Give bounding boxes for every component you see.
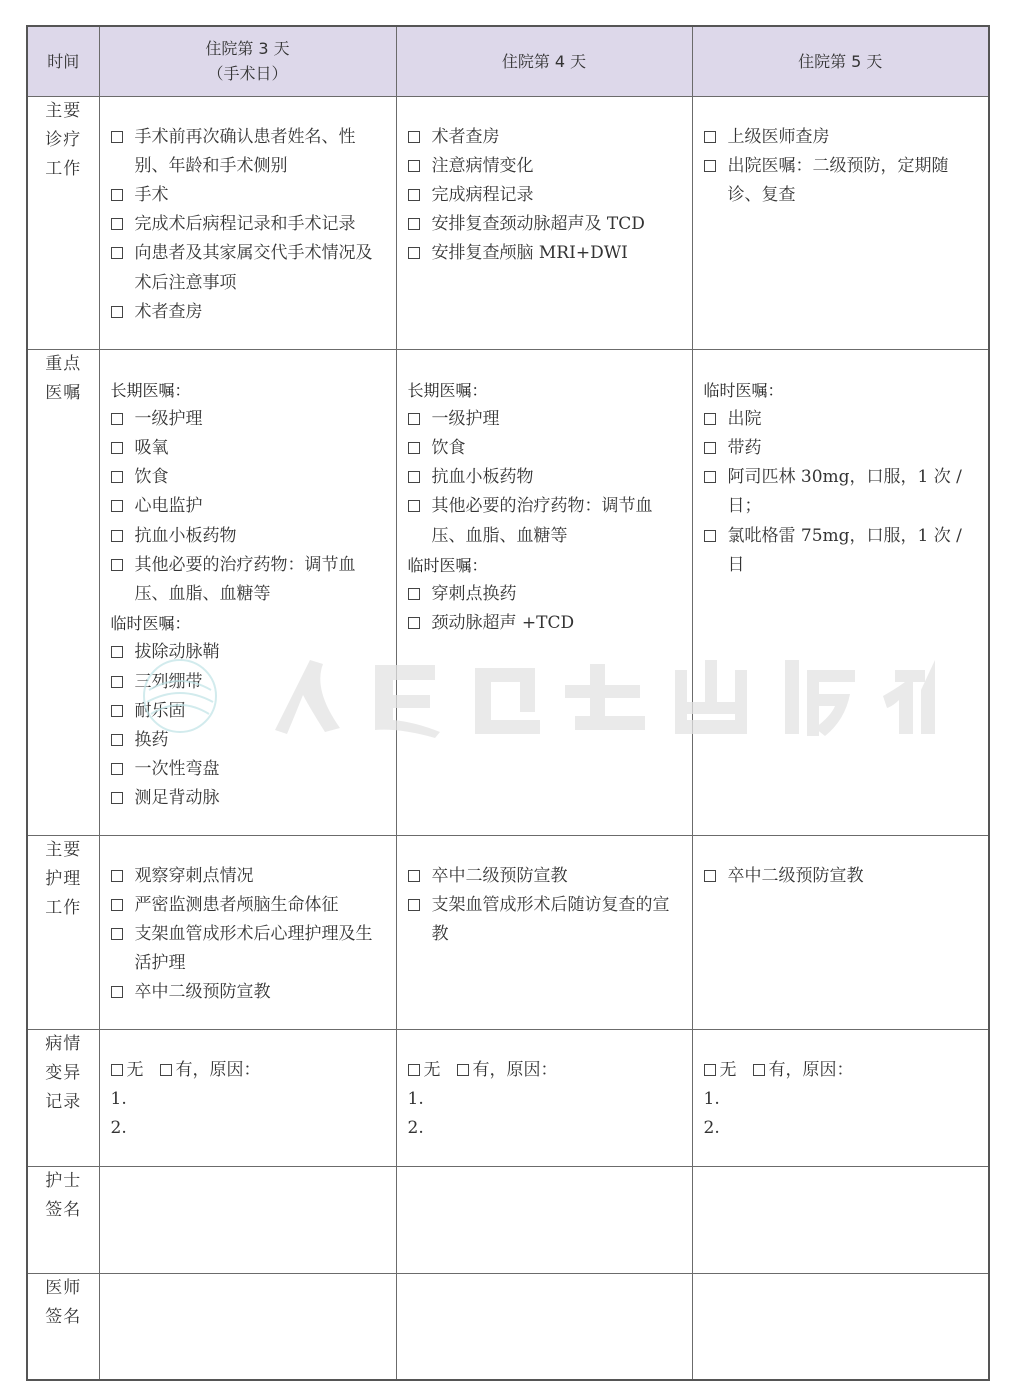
header-day3 [99,26,396,96]
checklist-item: 手术前再次确认患者姓名、性别、年龄和手术侧别 [111,123,387,181]
checklist-item: 卒中二级预防宣教 [111,978,387,1007]
variance-line-1: 1. [110,1088,127,1109]
checkbox[interactable] [753,1064,765,1076]
checkbox[interactable] [111,131,123,143]
doctor-signature-day3[interactable] [99,1273,396,1380]
checklist-item: 氯吡格雷 75mg，口服，1 次 / 日 [704,522,980,580]
checklist-item: 卒中二级预防宣教 [408,862,683,891]
checkbox[interactable] [408,131,420,143]
checklist-item: 抗血小板药物 [111,522,387,551]
checkbox[interactable] [111,705,123,717]
main-work-day3 [99,96,396,349]
checkbox[interactable] [704,530,716,542]
checklist-item: 耐乐固 [111,697,387,726]
variance-day4 [396,1029,692,1166]
nursing-day5 [692,835,989,1029]
checkbox[interactable] [704,471,716,483]
checklist-item: 三列绷带 [111,668,387,697]
checklist-item: 支架血管成形术后心理护理及生活护理 [111,920,387,978]
checkbox[interactable] [408,442,420,454]
header-day5: 住院第 5 天 [692,26,989,96]
doctor-signature-day5[interactable] [692,1273,989,1380]
checklist-item: 带药 [704,434,980,463]
checkbox[interactable] [704,870,716,882]
nurse-signature-label: 护士 签名 [27,1166,99,1273]
main-work-label: 主要 诊疗 工作 [27,96,99,349]
key-orders-row [27,349,989,835]
checkbox[interactable] [408,500,420,512]
checklist-item: 一次性弯盘 [111,755,387,784]
checkbox[interactable] [111,1064,123,1076]
checkbox[interactable] [408,617,420,629]
nursing-day3 [99,835,396,1029]
main-work-day4 [396,96,692,349]
checklist-item: 颈动脉超声 +TCD [408,609,683,638]
variance-label: 病情 变异 记录 [27,1029,99,1166]
variance-options [704,1056,980,1085]
checkbox[interactable] [111,734,123,746]
variance-day3 [99,1029,396,1166]
checkbox[interactable] [408,870,420,882]
checklist-item: 阿司匹林 30mg，口服，1 次 / 日； [704,463,980,521]
nursing-day4 [396,835,692,1029]
checklist-item: 安排复查颈动脉超声及 TCD [408,210,683,239]
checklist-item: 拔除动脉鞘 [111,638,387,667]
variance-row [27,1029,989,1166]
checkbox[interactable] [704,131,716,143]
checkbox[interactable] [408,218,420,230]
long-term-orders-title: 长期医嘱： [407,380,488,400]
checklist-item: 卒中二级预防宣教 [704,862,980,891]
checklist-item: 向患者及其家属交代手术情况及术后注意事项 [111,239,387,297]
checkbox[interactable] [111,870,123,882]
checkbox[interactable] [111,218,123,230]
checkbox[interactable] [111,530,123,542]
checkbox[interactable] [111,676,123,688]
checkbox[interactable] [408,588,420,600]
checklist-item: 出院 [704,405,980,434]
variance-line-2: 2. [407,1117,424,1138]
checkbox[interactable] [111,306,123,318]
checklist-item: 心电监护 [111,492,387,521]
header-row [27,26,989,96]
checklist-item: 完成病程记录 [408,181,683,210]
key-orders-day5 [692,349,989,835]
checkbox[interactable] [408,160,420,172]
main-work-day5 [692,96,989,349]
checkbox[interactable] [704,413,716,425]
checklist-item: 安排复查颅脑 MRI+DWI [408,239,683,268]
checkbox[interactable] [111,559,123,571]
main-work-row [27,96,989,349]
doctor-signature-label: 医师 签名 [27,1273,99,1380]
checkbox[interactable] [111,986,123,998]
checkbox[interactable] [704,1064,716,1076]
key-orders-label: 重点 医嘱 [27,349,99,835]
checkbox[interactable] [111,763,123,775]
checklist-item: 术者查房 [111,298,387,327]
checkbox[interactable] [408,1064,420,1076]
key-orders-day4 [396,349,692,835]
checklist-item: 抗血小板药物 [408,463,683,492]
checkbox[interactable] [111,928,123,940]
variance-line-2: 2. [110,1117,127,1138]
checkbox[interactable] [408,471,420,483]
checkbox[interactable] [457,1064,469,1076]
checklist-item: 换药 [111,726,387,755]
temporary-orders-title: 临时医嘱： [703,380,784,400]
checkbox[interactable] [111,189,123,201]
checklist-item: 一级护理 [111,405,387,434]
checklist-item: 术者查房 [408,123,683,152]
checklist-item: 支架血管成形术后随访复查的宣教 [408,891,683,949]
checklist-item: 完成术后病程记录和手术记录 [111,210,387,239]
checklist-item: 饮食 [408,434,683,463]
variance-yes-option[interactable]: 有，原因： [457,1056,558,1085]
checklist-item: 饮食 [111,463,387,492]
checkbox[interactable] [704,442,716,454]
nurse-signature-day5[interactable] [692,1166,989,1273]
variance-options [111,1056,387,1085]
doctor-signature-row [27,1273,989,1380]
checkbox[interactable] [111,471,123,483]
checklist-item: 严密监测患者颅脑生命体征 [111,891,387,920]
checkbox[interactable] [408,899,420,911]
variance-yes-option[interactable]: 有，原因： [753,1056,854,1085]
checkbox[interactable] [111,899,123,911]
key-orders-day3 [99,349,396,835]
checkbox[interactable] [160,1064,172,1076]
checklist-item: 上级医师查房 [704,123,980,152]
checkbox[interactable] [111,442,123,454]
header-day4: 住院第 4 天 [396,26,692,96]
checkbox[interactable] [408,247,420,259]
checklist-item: 测足背动脉 [111,784,387,813]
nurse-signature-row [27,1166,989,1273]
checkbox[interactable] [111,247,123,259]
variance-line-1: 1. [407,1088,424,1109]
nurse-signature-day4[interactable] [396,1166,692,1273]
checkbox[interactable] [111,500,123,512]
nurse-signature-day3[interactable] [99,1166,396,1273]
variance-options [408,1056,683,1085]
checklist-item: 吸氧 [111,434,387,463]
variance-yes-option[interactable]: 有，原因： [160,1056,261,1085]
temporary-orders-title: 临时医嘱： [407,555,488,575]
checkbox[interactable] [408,413,420,425]
variance-none-option[interactable]: 无 [408,1056,441,1085]
nursing-label: 主要 护理 工作 [27,835,99,1029]
doctor-signature-day4[interactable] [396,1273,692,1380]
checklist-item: 出院医嘱：二级预防，定期随诊、复查 [704,152,980,210]
checkbox[interactable] [111,792,123,804]
checklist-item: 注意病情变化 [408,152,683,181]
header-day3-title: 住院第 3 天 [205,39,290,59]
checklist-item: 其他必要的治疗药物：调节血压、血脂、血糖等 [408,492,683,550]
variance-none-option[interactable]: 无 [111,1056,144,1085]
long-term-orders-title: 长期医嘱： [110,380,191,400]
checklist-item: 观察穿刺点情况 [111,862,387,891]
checkbox[interactable] [408,189,420,201]
checkbox[interactable] [704,160,716,172]
variance-none-option[interactable]: 无 [704,1056,737,1085]
header-time: 时间 [27,26,99,96]
temporary-orders-title: 临时医嘱： [110,614,191,634]
checklist-item: 一级护理 [408,405,683,434]
checklist-item: 其他必要的治疗药物：调节血压、血脂、血糖等 [111,551,387,609]
checkbox[interactable] [111,646,123,658]
variance-day5 [692,1029,989,1166]
variance-line-1: 1. [703,1088,720,1109]
variance-line-2: 2. [703,1117,720,1138]
checkbox[interactable] [111,413,123,425]
clinical-pathway-table [26,25,990,1381]
header-day3-subtitle: （手术日） [207,64,288,84]
checklist-item: 手术 [111,181,387,210]
checklist-item: 穿刺点换药 [408,580,683,609]
nursing-row [27,835,989,1029]
